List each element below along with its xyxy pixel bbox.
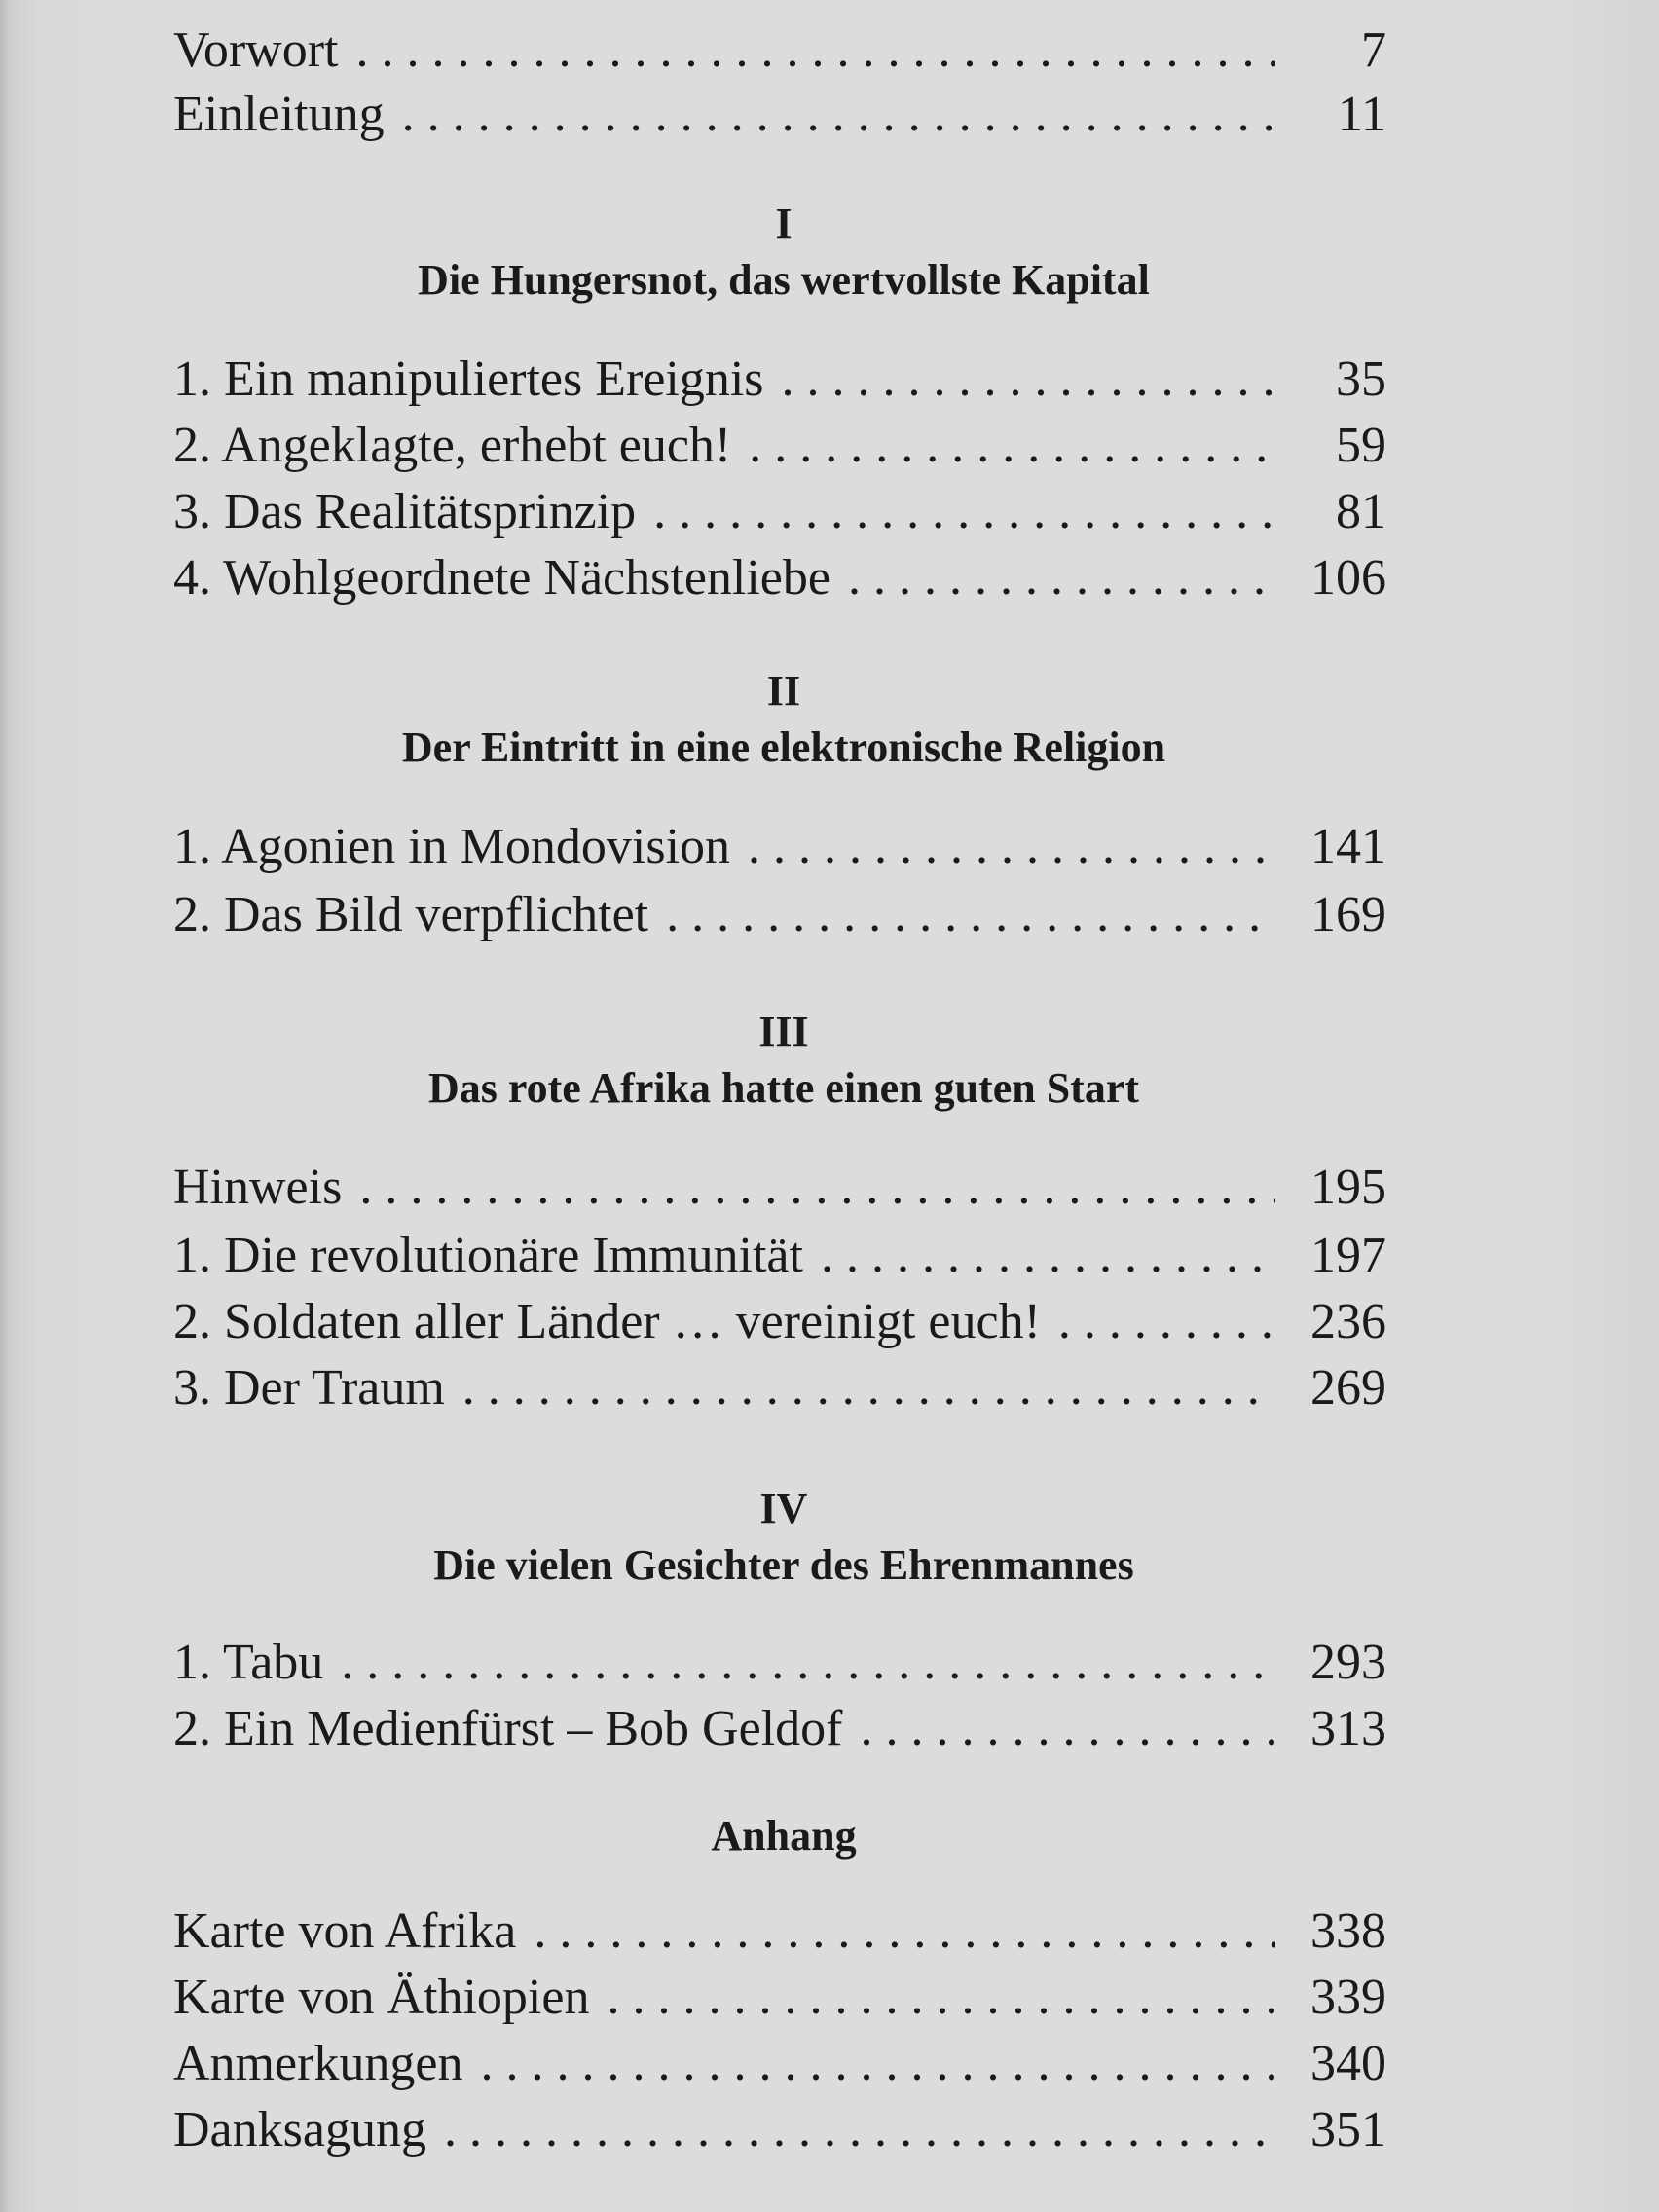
- toc-entry-title: 2. Das Bild verpflichtet: [173, 887, 649, 942]
- toc-entry: [173, 1157, 1386, 1219]
- toc-entry-page: 293: [1310, 1635, 1386, 1690]
- toc-entry-page: 313: [1310, 1701, 1386, 1756]
- dot-leader: [821, 1225, 1275, 1287]
- toc-entry: [173, 547, 1386, 609]
- toc-entry: [173, 1632, 1386, 1694]
- dot-leader: [653, 481, 1275, 543]
- part-number: I: [775, 200, 793, 247]
- dot-leader: [444, 2099, 1275, 2161]
- toc-entry-page: 59: [1336, 418, 1386, 473]
- toc-entry-title: Hinweis: [173, 1160, 343, 1215]
- toc-entry-title: 1. Tabu: [173, 1635, 324, 1690]
- toc-entry-title: 1. Die revolutionäre Immunität: [173, 1228, 803, 1283]
- toc-entry: [173, 816, 1386, 878]
- toc-entry-page: 236: [1310, 1294, 1386, 1349]
- part-number: IV: [759, 1485, 808, 1532]
- toc-entry-page: 11: [1337, 87, 1386, 142]
- dot-leader: [666, 884, 1275, 946]
- dot-leader: [462, 1357, 1275, 1419]
- toc-entry: [173, 1357, 1386, 1419]
- toc-entry: [173, 2033, 1386, 2095]
- toc-entry: [173, 1225, 1386, 1287]
- appendix-title: Anhang: [711, 1812, 857, 1860]
- toc-entry: [173, 349, 1386, 411]
- dot-leader: [402, 84, 1275, 146]
- dot-leader: [848, 547, 1275, 609]
- toc-entry-title: 4. Wohlgeordnete Nächstenliebe: [173, 550, 830, 606]
- toc-entry-page: 351: [1310, 2102, 1386, 2157]
- toc-entry-page: 269: [1310, 1360, 1386, 1416]
- dot-leader: [749, 415, 1275, 477]
- dot-leader: [748, 816, 1275, 878]
- toc-entry-page: 197: [1310, 1228, 1386, 1283]
- toc-entry-page: 340: [1310, 2036, 1386, 2091]
- dot-leader: [534, 1900, 1275, 1963]
- toc-entry: [173, 2099, 1386, 2161]
- part-title: Das rote Afrika hatte einen guten Start: [428, 1064, 1139, 1112]
- part-number: II: [766, 667, 801, 715]
- toc-entry-einleitung: [173, 84, 1386, 146]
- toc-entry-title: Karte von Äthiopien: [173, 1970, 590, 2025]
- toc-entry-page: 195: [1310, 1160, 1386, 1215]
- toc-entry-page: 339: [1310, 1970, 1386, 2025]
- dot-leader: [782, 349, 1275, 411]
- toc-entry-title: Anmerkungen: [173, 2036, 463, 2091]
- toc-entry-page: 7: [1361, 22, 1386, 78]
- dot-leader: [607, 1967, 1275, 2029]
- toc-entry: [173, 415, 1386, 477]
- part-title: Die vielen Gesichter des Ehrenmannes: [433, 1541, 1134, 1589]
- toc-entry: [173, 1698, 1386, 1760]
- toc-entry-title: 3. Der Traum: [173, 1360, 445, 1416]
- toc-entry-title: Karte von Afrika: [173, 1903, 517, 1959]
- dot-leader: [359, 1157, 1275, 1219]
- toc-entry-page: 35: [1336, 351, 1386, 407]
- toc-entry-title: 2. Ein Medienfürst – Bob Geldof: [173, 1701, 843, 1756]
- dot-leader: [1058, 1291, 1275, 1353]
- toc-entry-page: 106: [1310, 550, 1386, 606]
- toc-entry-title: 3. Das Realitätsprinzip: [173, 484, 637, 539]
- toc-entry: [173, 481, 1386, 543]
- toc-entry-title: 2. Angeklagte, erhebt euch!: [173, 418, 732, 473]
- toc-entry: [173, 1900, 1386, 1963]
- toc-entry-page: 141: [1310, 819, 1386, 874]
- dot-leader: [860, 1698, 1275, 1760]
- toc-entry-title: 1. Agonien in Mondovision: [173, 819, 731, 874]
- toc-entry-title: Einleitung: [173, 87, 385, 142]
- toc-entry: [173, 1291, 1386, 1353]
- dot-leader: [341, 1632, 1275, 1694]
- part-number: III: [758, 1008, 809, 1055]
- toc-entry-vorwort: [173, 19, 1386, 82]
- toc-entry-title: Danksagung: [173, 2102, 426, 2157]
- dot-leader: [480, 2033, 1275, 2095]
- toc-entry-title: 1. Ein manipuliertes Ereignis: [173, 351, 764, 407]
- part-title: Die Hungersnot, das wertvollste Kapital: [418, 256, 1150, 304]
- toc-entry-page: 81: [1336, 484, 1386, 539]
- part-title: Der Eintritt in eine elektronische Religion: [401, 723, 1166, 771]
- dot-leader: [355, 19, 1275, 82]
- toc-entry: [173, 1967, 1386, 2029]
- toc-entry-title: Vorwort: [173, 22, 339, 78]
- toc-entry: [173, 884, 1386, 946]
- toc-entry-title: 2. Soldaten aller Länder … vereinigt euch!: [173, 1294, 1041, 1349]
- toc-entry-page: 169: [1310, 887, 1386, 942]
- toc-entry-page: 338: [1310, 1903, 1386, 1959]
